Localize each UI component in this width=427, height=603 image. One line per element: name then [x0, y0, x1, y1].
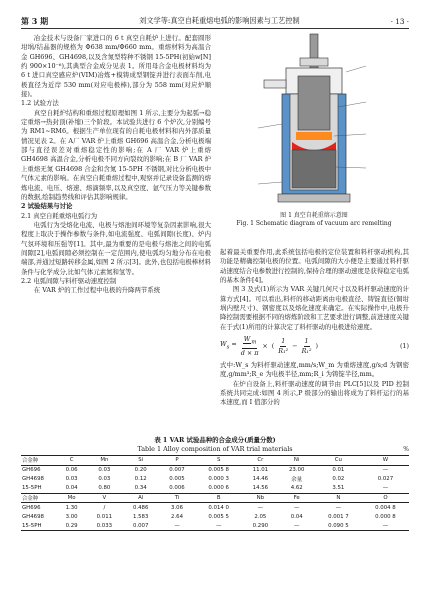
table-cell: —	[159, 521, 195, 530]
equation-fraction: $\frac{W_m}{d \times \pi}$	[240, 335, 259, 357]
paragraph: 起着最关重要作用,此系统包括电极的定位装置和料杆驱动机构,其功能是精确控制电极的位置。电弧间隙的大小便是主要通过料杆驱动速度结合电参数进行控制的,保持合理的驱动速度是获得稳定电弧的基本条件[4]。	[220, 248, 409, 285]
table-cell: 0.011	[96, 513, 113, 520]
table-header-cell: Ti	[159, 493, 195, 503]
table-header-cell: B	[195, 493, 242, 503]
equation-term-2: $\frac{1}{\text{R₁²}}$	[301, 336, 312, 356]
table-header-cell: N	[315, 493, 362, 503]
table-cell: 0.006	[169, 485, 185, 492]
table-header-row	[21, 456, 409, 466]
table-cell: 0.20	[123, 465, 159, 474]
table-cell: 3.00	[65, 513, 78, 520]
table-row	[21, 503, 409, 512]
ingot	[292, 150, 336, 188]
equation-lhs: $W_s$ =	[220, 340, 237, 351]
table-cell: 1.583	[132, 513, 149, 520]
table-cell: —	[279, 521, 315, 530]
table-header-cell: P	[159, 456, 195, 466]
table-caption-en: Table 1 Alloy composition of VAR trial materials	[137, 444, 293, 453]
table-header-cell: W	[362, 456, 409, 466]
table-cell: 0.005 5	[208, 513, 229, 520]
table-cell: 4.62	[290, 485, 303, 492]
table-cell: 0.12	[134, 476, 147, 483]
arc-zone	[296, 132, 332, 140]
table-header-cell: Mn	[86, 456, 122, 466]
table-cell: 0.04	[65, 485, 78, 492]
table-cell: —	[279, 503, 315, 512]
table-cell: 0.29	[57, 521, 86, 530]
table-cell: 0.007	[159, 465, 195, 474]
table-cell: 0.090 5	[315, 521, 362, 530]
alloy-composition-table	[21, 455, 409, 531]
table-header-cell: C	[57, 456, 86, 466]
table-cell: 0.005 8	[195, 465, 242, 474]
table-cell: 23.00	[279, 465, 315, 474]
running-title: 刘文学等:真空自耗重熔电弧的影响因素与工艺控制	[139, 16, 300, 25]
table-cell: 11.01	[242, 465, 278, 474]
table-cell: 0.80	[98, 485, 111, 492]
table-cell: 0.03	[98, 476, 111, 483]
table-cell: 2.05	[254, 513, 267, 520]
table-row	[21, 484, 409, 493]
paragraph: 在 VAR 炉的工作过程中电极的升降两节系统	[33, 286, 161, 295]
table-cell: GH696	[21, 465, 57, 474]
table-cell: —	[362, 521, 409, 530]
vacuum-port	[264, 80, 286, 88]
table-header-cell: O	[362, 493, 409, 503]
table-cell: 0.03	[65, 476, 78, 483]
table-cell: 14.56	[252, 485, 269, 492]
page-number: · 13 ·	[390, 16, 409, 26]
equation-times: ×	[262, 341, 268, 350]
table-caption-cn: 表 1 VAR 试验品种的合金成分(质量分数)	[154, 436, 276, 444]
equation-number: (1)	[399, 341, 409, 350]
paragraph: 冶金技术与设备厂家进口的 6 t 真空自耗炉上进行。配套圆形坩埚/结晶器的规格为 Φ638 mm/Φ660 mm。重熔材料为高温合金 GH696、GH4698,以及含氮型特种不锈钢 15-5PH(初始w[N]约 900×10⁻⁶),其典型合金成分见表 1。所用母合金电极材料均为 6 t 进口真空感应炉(VIM)冶炼+模铸成型钢锭并进行表面车削,电极直径为近岸 530 mm(对应电极棒),部分为 558 mm(对应炉顺接)。	[21, 34, 211, 99]
table-cell: 15-5PH	[22, 485, 42, 492]
table-header-cell: Si	[123, 456, 159, 466]
table-cell: GH4698	[22, 513, 44, 520]
figure-caption	[218, 212, 410, 228]
table-cell: 0.290	[242, 521, 278, 530]
table-cell: 0.027	[377, 476, 394, 483]
table-cell: 3.06	[159, 503, 195, 512]
table-cell: 1.30	[57, 503, 86, 512]
vacuum-arc-remelting-diagram	[234, 32, 394, 208]
table-cell: 3.51	[332, 485, 345, 492]
table-cell: 0.000 6	[208, 485, 229, 492]
table-header-cell: Mo	[57, 493, 86, 503]
section-heading: 2 试验结果与讨论	[21, 202, 73, 211]
paragraph: 式中:W_s 为料杆驱动速度,mm/s;W_m 为重熔速度,g/s;d 为钢密度,g/mm³;R_e 为电极半径,mm;R_i 为铸锭半径,mm。	[220, 361, 409, 379]
subsection-heading: 2.1 真空自耗重熔电弧行为	[21, 211, 98, 220]
table-cell: GH696	[21, 503, 57, 512]
equation-1: $W_s$ = $\frac{W_m}{d \times \pi}$ × ( $\frac{1}{\text{R₁²}}$ − $\frac{1}{\text{R₁²}}$ ) (1)	[220, 335, 409, 357]
subsection-heading: 2.2 电弧间隙与料杆驱动速度控制	[21, 276, 117, 285]
table-cell: 0.004 8	[362, 503, 409, 512]
table-cell: 0.000 3	[208, 476, 229, 483]
table-cell: GH4698	[22, 476, 44, 483]
table-header-cell: Cr	[242, 456, 278, 466]
table-cell: 0.02	[332, 476, 345, 483]
table-row	[21, 512, 409, 521]
running-header	[21, 14, 409, 28]
equation-term-1: $\frac{1}{\text{R₁²}}$	[278, 336, 289, 356]
table-header-cell: S	[195, 456, 242, 466]
table-cell: 2.64	[171, 513, 184, 520]
table-cell: —	[242, 503, 278, 512]
table-header-cell: V	[86, 493, 122, 503]
table-header-cell: Ni	[279, 456, 315, 466]
table-cell: 0.34	[134, 485, 147, 492]
table-cell: 0.000 8	[375, 513, 396, 520]
figure-caption-en: Fig. 1 Schematic diagram of vacuum arc remelting	[236, 220, 392, 227]
table-cell: —	[382, 485, 389, 492]
figure-caption-cn: 图 1 真空自耗重熔示意图	[280, 212, 348, 219]
table-cell: 0.033	[86, 521, 122, 530]
left-column	[21, 34, 211, 296]
table-header-cell: 合金种	[21, 493, 57, 503]
table-caption	[21, 436, 409, 453]
table-cell: 15-5PH	[21, 521, 57, 530]
table-header-cell: Al	[123, 493, 159, 503]
consumable-electrode	[298, 76, 330, 130]
table-cell: /	[86, 503, 122, 512]
table-unit: %	[403, 446, 409, 453]
table-cell: 14.46	[252, 476, 269, 483]
table-cell: 0.007	[123, 521, 159, 530]
table-cell: 0.001 7	[328, 513, 349, 520]
equation-minus: −	[292, 341, 298, 350]
paragraph: 在炉自设备上,料杆驱动速度的调节由 PLC[5]以及 PID 控制系统共同完成:如图 4 所示,P 级部分的输出将成为了料杆运行的基本速度,而 I 值部分的	[220, 379, 409, 407]
base-plate	[278, 194, 350, 202]
table-cell: —	[315, 503, 362, 512]
table-cell: 0.04	[290, 513, 303, 520]
table-cell: 0.06	[57, 465, 86, 474]
table-header-cell: 合金种	[21, 456, 57, 466]
header-rule	[21, 28, 409, 29]
table-header-row	[21, 493, 409, 503]
table-row	[21, 465, 409, 474]
table-cell: —	[195, 521, 242, 530]
table-header-cell: Fe	[279, 493, 315, 503]
table-cell: 0.486	[123, 503, 159, 512]
table-row	[21, 475, 409, 484]
table-cell: 0.01	[315, 465, 362, 474]
section-heading: 1.2 试验方法	[21, 99, 59, 108]
table-cell: 余量	[291, 477, 303, 484]
table-header-cell: Nb	[242, 493, 278, 503]
paragraph: 电弧行为受熔化电流、电极与熔池间环境等复杂因素影响,很大程度上取决于操作参数与条件,如电流强度、电弧间隙(长度)、炉内气氛环境和压强等[1]。其中,最为重要的是电极与熔池之间的电弧间隙[2],电弧间隙必须控制在一定范围内,使电弧均匀地分布在电极端部,并通过短路转移金属,如图 2 所示[3]。此外,也包括电极棒材料条件与化学成分,比如气体元素氮和氢等。	[21, 220, 211, 276]
equation-bracket: (	[271, 341, 275, 350]
table-cell: 0.03	[86, 465, 122, 474]
table-cell: —	[362, 465, 409, 474]
paragraph: 真空自耗炉结构和重熔过程原理如图 1 所示,主要分为起弧→稳定重熔→热封顶(补缩)三个阶段。本试验共进行 6 个炉次,分别编号为 RM1~RM6。根据生产单位现有的自耗电极材料和内外部质量情况见表 2。在 A厂 VAR 炉上重熔 GH696 高温合金,分析电极端部与直径误差对重熔稳定性的影响;在 A 厂 VAR 炉上重熔 GH4698 高温合金,分析电极不同方向裂纹的影响;在 B 厂 VAR 炉上重熔无氮 GH4698 合金和含氮 15-5PH 不锈钢,对比分析电极中气体元素的影响。在真空自耗重熔过程中,观察并记录设备监测的熔炼电流、电压、熔速、熔滴频率,以及真空度、氩气压力等关键参数的数据,绘制趋势线和评估其影响规律。	[21, 108, 211, 201]
table-header-cell: Cu	[315, 456, 362, 466]
table-row	[21, 521, 409, 530]
paragraph: 图 3 及式(1)所示为 VAR 关键几何尺寸以及料杆驱动速度的计算方式[4]。可以看出,料杆的移动距离由电极直径、铸锭直径(铜坩埚内壁尺寸)、钢密度以及熔化速度来确定。在实际操作中,电极升降控制需要根据不同的熔炼阶段和工艺要求进行调整,前进速度关键在于式(1)所用的计算决定了料杆驱动的电极进给速度。	[220, 285, 409, 331]
drive-head	[300, 58, 328, 66]
right-column	[220, 248, 409, 408]
table-cell: 0.005	[169, 476, 185, 483]
table-cell: 0.014 0	[195, 503, 242, 512]
issue-number: 第 3 期	[21, 15, 49, 26]
